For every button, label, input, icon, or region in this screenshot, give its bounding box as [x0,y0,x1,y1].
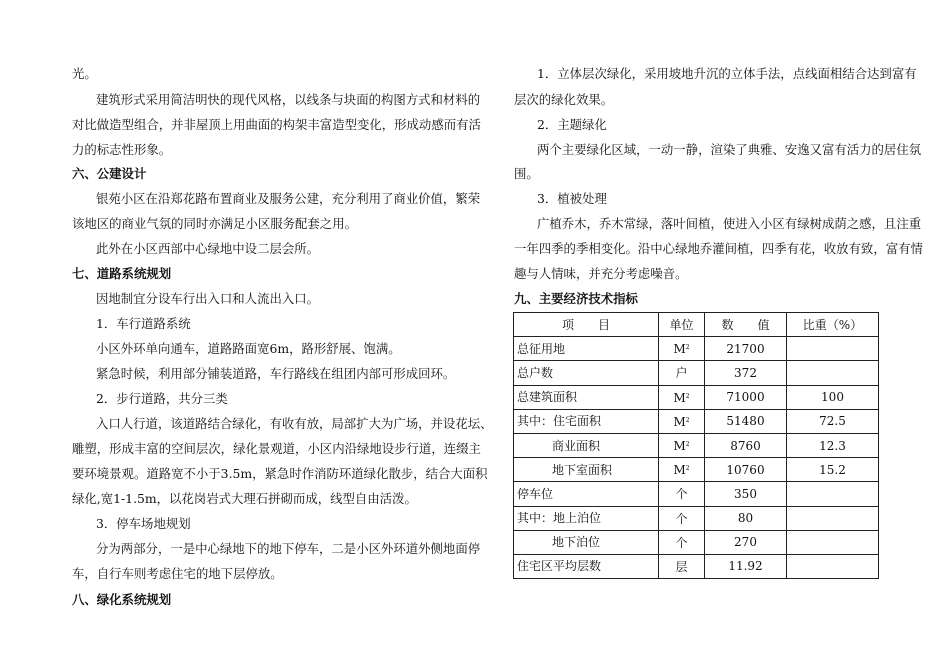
section-heading-public: 六、公建设计 [72,166,147,181]
row-item: 其中：住宅面积 [514,409,659,433]
table-row [514,361,879,385]
paragraph-vegetation: 一年四季的季相变化。沿中心绿地乔灌间植，四季有花，收放有致，富有情 [514,241,923,256]
table-row [514,482,879,506]
paragraph-end: 光。 [72,66,97,81]
row-item: 其中：地上泊位 [514,506,659,530]
row-ratio [787,482,879,506]
row-ratio [787,361,879,385]
subheading-theme-greening: 2．主题绿化 [537,117,607,132]
table-header-row [514,313,879,337]
row-value: 11.92 [705,554,787,578]
paragraph-theme-greening: 围。 [514,166,539,181]
row-unit: 个 [659,482,705,506]
row-ratio [787,337,879,361]
row-ratio: 12.3 [787,433,879,457]
subheading-parking: 3．停车场地规划 [96,516,191,531]
row-ratio: 15.2 [787,458,879,482]
paragraph-vegetation: 趣与人情味，并充分考虑噪音。 [514,266,688,281]
paragraph-theme-greening: 两个主要绿化区域，一动一静，渲染了典雅、安逸又富有活力的居住氛 [537,142,922,157]
paragraph-layered-greening: 1．立体层次绿化，采用坡地升沉的立体手法，点线面相结合达到富有 [537,66,917,81]
row-ratio [787,530,879,554]
row-value: 80 [705,506,787,530]
row-item: 停车位 [514,482,659,506]
row-unit: 个 [659,506,705,530]
paragraph-layered-greening: 层次的绿化效果。 [514,92,614,107]
row-item: 地下室面积 [514,458,659,482]
row-value: 372 [705,361,787,385]
paragraph-parking: 分为两部分，一是中心绿地下的地下停车，二是小区外环道外侧地面停 [96,541,481,556]
row-item: 地下泊位 [514,530,659,554]
row-value: 10760 [705,458,787,482]
subheading-vegetation: 3．植被处理 [537,191,607,206]
paragraph-architecture: 力的标志性形象。 [72,142,172,157]
header-ratio: 比重（%） [787,313,879,337]
section-heading-greening: 八、绿化系统规划 [72,592,172,607]
paragraph-architecture: 对比做造型组合，并非屋顶上用曲面的构架丰富造型变化，形成动感而有活 [72,117,481,132]
paragraph-vehicle: 紧急时候，利用部分铺装道路，车行路线在组团内部可形成回环。 [96,366,456,381]
row-item: 住宅区平均层数 [514,554,659,578]
table-row [514,506,879,530]
row-item: 总建筑面积 [514,385,659,409]
header-unit: 单位 [659,313,705,337]
table-row [514,337,879,361]
paragraph-vehicle: 小区外环单向通车，道路路面宽6m，路形舒展、饱满。 [96,341,401,356]
subheading-vehicle-roads: 1．车行道路系统 [96,316,191,331]
indicator-table [513,312,879,579]
section-heading-indicators: 九、主要经济技术指标 [514,291,638,306]
row-ratio [787,506,879,530]
row-unit: 层 [659,554,705,578]
paragraph-walkways: 要环境景观。道路宽不小于3.5m，紧急时作消防环道绿化散步，结合大面积 [72,466,488,481]
row-value: 8760 [705,433,787,457]
paragraph-architecture: 建筑形式采用简洁明快的现代风格，以线条与块面的构图方式和材料的 [96,92,481,107]
row-value: 21700 [705,337,787,361]
row-unit: $M^2$ [659,433,705,457]
paragraph-walkways: 入口人行道，该道路结合绿化，有收有放，局部扩大为广场，并设花坛、 [96,416,493,431]
table-row [514,458,879,482]
row-value: 270 [705,530,787,554]
row-unit: $M^2$ [659,458,705,482]
table-row [514,385,879,409]
section-heading-roads: 七、道路系统规划 [72,266,172,281]
paragraph-road-intro: 因地制宜分设车行出入口和人流出入口。 [96,291,320,306]
paragraph-vegetation: 广植乔木，乔木常绿，落叶间植，使进入小区有绿树成荫之感，且注重 [537,216,922,231]
table-row [514,554,879,578]
paragraph-clubhouse: 此外在小区西部中心绿地中设二层会所。 [96,241,320,256]
row-value: 51480 [705,409,787,433]
header-value: 数 值 [705,313,787,337]
row-item: 总户数 [514,361,659,385]
row-ratio [787,554,879,578]
row-unit: 个 [659,530,705,554]
paragraph-parking: 车，自行车则考虑住宅的地下层停放。 [72,566,283,581]
table-row [514,433,879,457]
subheading-walkways: 2．步行道路，共分三类 [96,391,228,406]
row-unit: $M^2$ [659,337,705,361]
table-row [514,530,879,554]
row-ratio: 72.5 [787,409,879,433]
row-value: 350 [705,482,787,506]
paragraph-public: 该地区的商业气氛的同时亦满足小区服务配套之用。 [72,216,357,231]
paragraph-public: 银苑小区在沿郑花路布置商业及服务公建，充分利用了商业价值，繁荣 [96,191,481,206]
row-item: 商业面积 [514,433,659,457]
row-unit: $M^2$ [659,385,705,409]
row-unit: 户 [659,361,705,385]
header-item: 项 目 [514,313,659,337]
row-value: 71000 [705,385,787,409]
paragraph-walkways: 雕塑，形成丰富的空间层次，绿化景观道，小区内沿绿地设步行道，连缀主 [72,441,481,456]
row-item: 总征用地 [514,337,659,361]
row-ratio: 100 [787,385,879,409]
row-unit: $M^2$ [659,409,705,433]
paragraph-walkways: 绿化,宽1-1.5m，以花岗岩式大理石拼砌而成，线型自由活泼。 [72,491,417,506]
table-row [514,409,879,433]
